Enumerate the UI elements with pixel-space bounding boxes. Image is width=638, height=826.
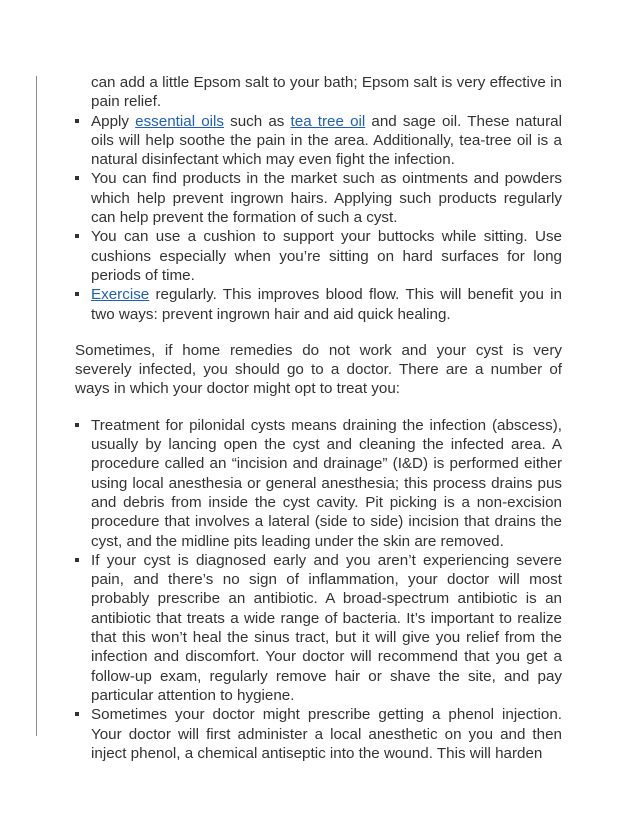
- doctor-paragraph: Sometimes, if home remedies do not work and your cyst is very severely infected, you should go to a doctor. There are a number of ways in which your doctor might opt to treat you:: [75, 341, 562, 398]
- tea-tree-oil-link[interactable]: tea tree oil: [290, 112, 366, 130]
- margin-rule: [36, 76, 37, 736]
- list-item: Sometimes your doctor might prescribe getting a phenol injection. Your doctor will first administer a local anesthetic on you and then inject phenol, a chemical antiseptic into the wound. This will harden: [75, 705, 562, 763]
- bullet-icon: [75, 423, 79, 427]
- list-item: You can find products in the market such as ointments and powders which help prevent ingrown hairs. Applying such products regularly can help prevent the formation of such a cyst.: [75, 169, 562, 227]
- list-item-continuation: can add a little Epsom salt to your bath; Epsom salt is very effective in pain relief.: [91, 74, 562, 111]
- list-item: Apply essential oils such as tea tree oil and sage oil. These natural oils will help soothe the pain in the area. Additionally, tea-tree oil is a natural disinfectant which may even fight the infection.: [75, 112, 562, 170]
- list-item: Exercise regularly. This improves blood flow. This will benefit you in two ways: prevent ingrown hair and aid quick healing.: [75, 285, 562, 324]
- doctor-treatments-list: [75, 416, 562, 763]
- document-body: [75, 73, 562, 763]
- bullet-icon: [75, 234, 79, 238]
- bullet-icon: [75, 176, 79, 180]
- home-remedies-list: [75, 112, 562, 324]
- bullet-icon: [75, 292, 79, 296]
- bullet-icon: [75, 558, 79, 562]
- bullet-icon: [75, 119, 79, 123]
- essential-oils-link[interactable]: essential oils: [135, 112, 224, 130]
- list-item: If your cyst is diagnosed early and you aren’t experiencing severe pain, and there’s no sign of inflammation, your doctor will most probably prescribe an antibiotic. A broad-spectrum antibiotic is an antibiotic that treats a wide range of bacteria. It’s important to realize that this won’t heal the sinus tract, but it will give you relief from the infection and discomfort. Your doctor will recommend that you get a follow-up exam, regularly remove hair or shave the site, and pay particular attention to hygiene.: [75, 551, 562, 705]
- list-item: Treatment for pilonidal cysts means draining the infection (abscess), usually by lancing open the cyst and cleaning the infected area. A procedure called an “incision and drainage” (I&D) is performed either using local anesthesia or general anesthesia; this process drains pus and debris from inside the cyst cavity. Pit picking is a non-excision procedure that involves a lateral (side to side) incision that drains the cyst, and the midline pits leading under the skin are removed.: [75, 416, 562, 551]
- exercise-link[interactable]: Exercise: [91, 286, 150, 304]
- bullet-icon: [75, 712, 79, 716]
- list-item: You can use a cushion to support your buttocks while sitting. Use cushions especially when you’re sitting on hard surfaces for long periods of time.: [75, 227, 562, 285]
